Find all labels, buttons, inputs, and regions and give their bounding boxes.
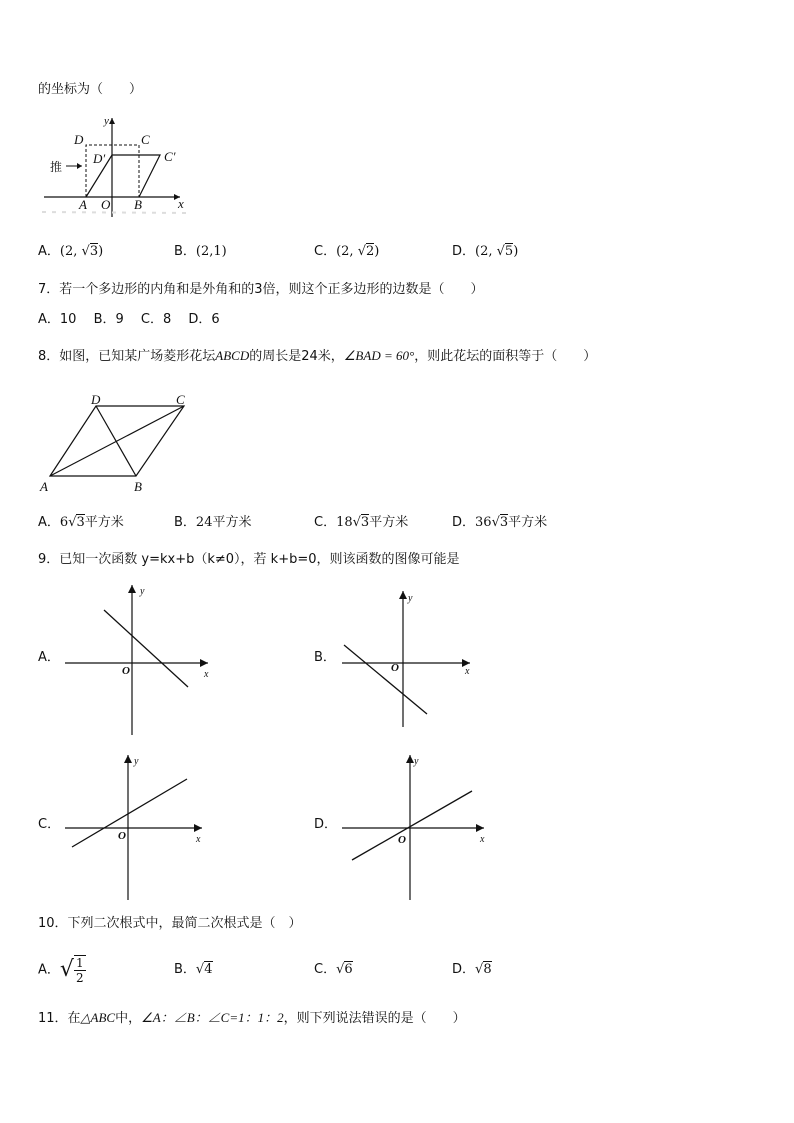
q9-graph-d bbox=[330, 750, 490, 910]
q9-a-y-label: y bbox=[140, 586, 145, 597]
y-axis-arrow bbox=[109, 118, 115, 124]
q8-label-C: C bbox=[176, 392, 185, 407]
function-line bbox=[344, 645, 427, 714]
q9-letter-a: A． bbox=[38, 650, 60, 665]
q9-d-y-label: y bbox=[414, 756, 419, 767]
q6-option-c: C．(2, √2) bbox=[314, 244, 380, 259]
q8-option-c: C．18√3平方米 bbox=[314, 515, 409, 530]
function-line bbox=[72, 779, 187, 847]
q9-stem: 9．已知一次函数 y=kx+b（k≠0），若 k+b=0，则该函数的图像可能是 bbox=[38, 552, 460, 567]
q10-option-a: A．√ $\frac{1}{2}$ bbox=[38, 956, 84, 985]
q6-label-C: C bbox=[141, 132, 150, 147]
q7-stem: 7．若一个多边形的内角和是外角和的3倍，则这个正多边形的边数是（ ） bbox=[38, 282, 484, 297]
q6-option-a: A．(2, √3) bbox=[38, 244, 104, 259]
y-axis-arrow bbox=[406, 755, 414, 763]
q7-options: A．10 B．9 C．8 D．6 bbox=[38, 312, 220, 327]
y-axis-arrow bbox=[128, 585, 136, 593]
q9-b-y-label: y bbox=[408, 593, 413, 604]
q6-label-push: 推 bbox=[50, 160, 63, 174]
q9-letter-c: C． bbox=[38, 817, 61, 832]
q9-graph-a bbox=[60, 580, 220, 740]
q10-option-b: B．√4 bbox=[174, 962, 213, 977]
q10-stem: 10．下列二次根式中，最简二次根式是（ ） bbox=[38, 916, 302, 931]
q8-label-A: A bbox=[40, 479, 48, 494]
q6-stem-tail: 的坐标为（ ） bbox=[38, 82, 143, 97]
x-axis-arrow bbox=[194, 824, 202, 832]
q6-label-Cprime: C′ bbox=[164, 149, 176, 164]
x-axis-arrow bbox=[476, 824, 484, 832]
q8-label-D: D bbox=[91, 392, 101, 407]
q10-option-c: C．√6 bbox=[314, 962, 353, 977]
q9-a-x-label: x bbox=[204, 669, 209, 680]
q11-stem: 11．在△ABC中，∠A：∠B：∠C=1：1：2，则下列说法错误的是（ ） bbox=[38, 1010, 466, 1026]
q9-c-x-label: x bbox=[196, 834, 201, 845]
q6-label-A: A bbox=[79, 197, 87, 212]
q9-d-x-label: x bbox=[480, 834, 485, 845]
q6-label-O: O bbox=[101, 197, 111, 212]
q8-option-b: B．24平方米 bbox=[174, 515, 252, 530]
q9-d-origin-label: O bbox=[398, 834, 406, 846]
q8-rhombus-figure bbox=[40, 398, 200, 498]
q6-label-B: B bbox=[134, 197, 142, 212]
function-line bbox=[352, 791, 472, 860]
q6-label-D: D bbox=[74, 132, 84, 147]
q6-label-Dprime: D′ bbox=[93, 151, 106, 166]
function-line bbox=[104, 610, 188, 687]
q9-letter-d: D． bbox=[314, 817, 338, 832]
q10-option-d: D．√8 bbox=[452, 962, 492, 977]
q8-stem: 8．如图，已知某广场菱形花坛ABCD的周长是24米，∠BAD = 60°，则此花坛的面积等于（ ） bbox=[38, 348, 597, 364]
q9-a-origin-label: O bbox=[122, 665, 130, 677]
x-axis-arrow bbox=[200, 659, 208, 667]
q9-b-origin-label: O bbox=[391, 662, 399, 674]
q6-label-x: x bbox=[178, 196, 184, 211]
q8-label-B: B bbox=[134, 479, 142, 494]
q9-b-x-label: x bbox=[465, 666, 470, 677]
q9-c-y-label: y bbox=[134, 756, 139, 767]
q9-c-origin-label: O bbox=[118, 830, 126, 842]
q6-option-d: D．(2, √5) bbox=[452, 244, 519, 259]
q9-graph-c bbox=[60, 750, 220, 910]
scan-noise bbox=[42, 212, 188, 213]
push-arrow-head bbox=[77, 163, 82, 169]
q8-option-a: A．6√3平方米 bbox=[38, 515, 124, 530]
y-axis-arrow bbox=[399, 591, 407, 599]
diagonal-ac bbox=[50, 406, 184, 476]
q9-letter-b: B． bbox=[314, 650, 336, 665]
diagonal-bd bbox=[96, 406, 136, 476]
q6-label-y: y bbox=[104, 115, 109, 127]
q6-option-b: B．(2,1) bbox=[174, 244, 227, 259]
q8-option-d: D．36√3平方米 bbox=[452, 515, 548, 530]
y-axis-arrow bbox=[124, 755, 132, 763]
